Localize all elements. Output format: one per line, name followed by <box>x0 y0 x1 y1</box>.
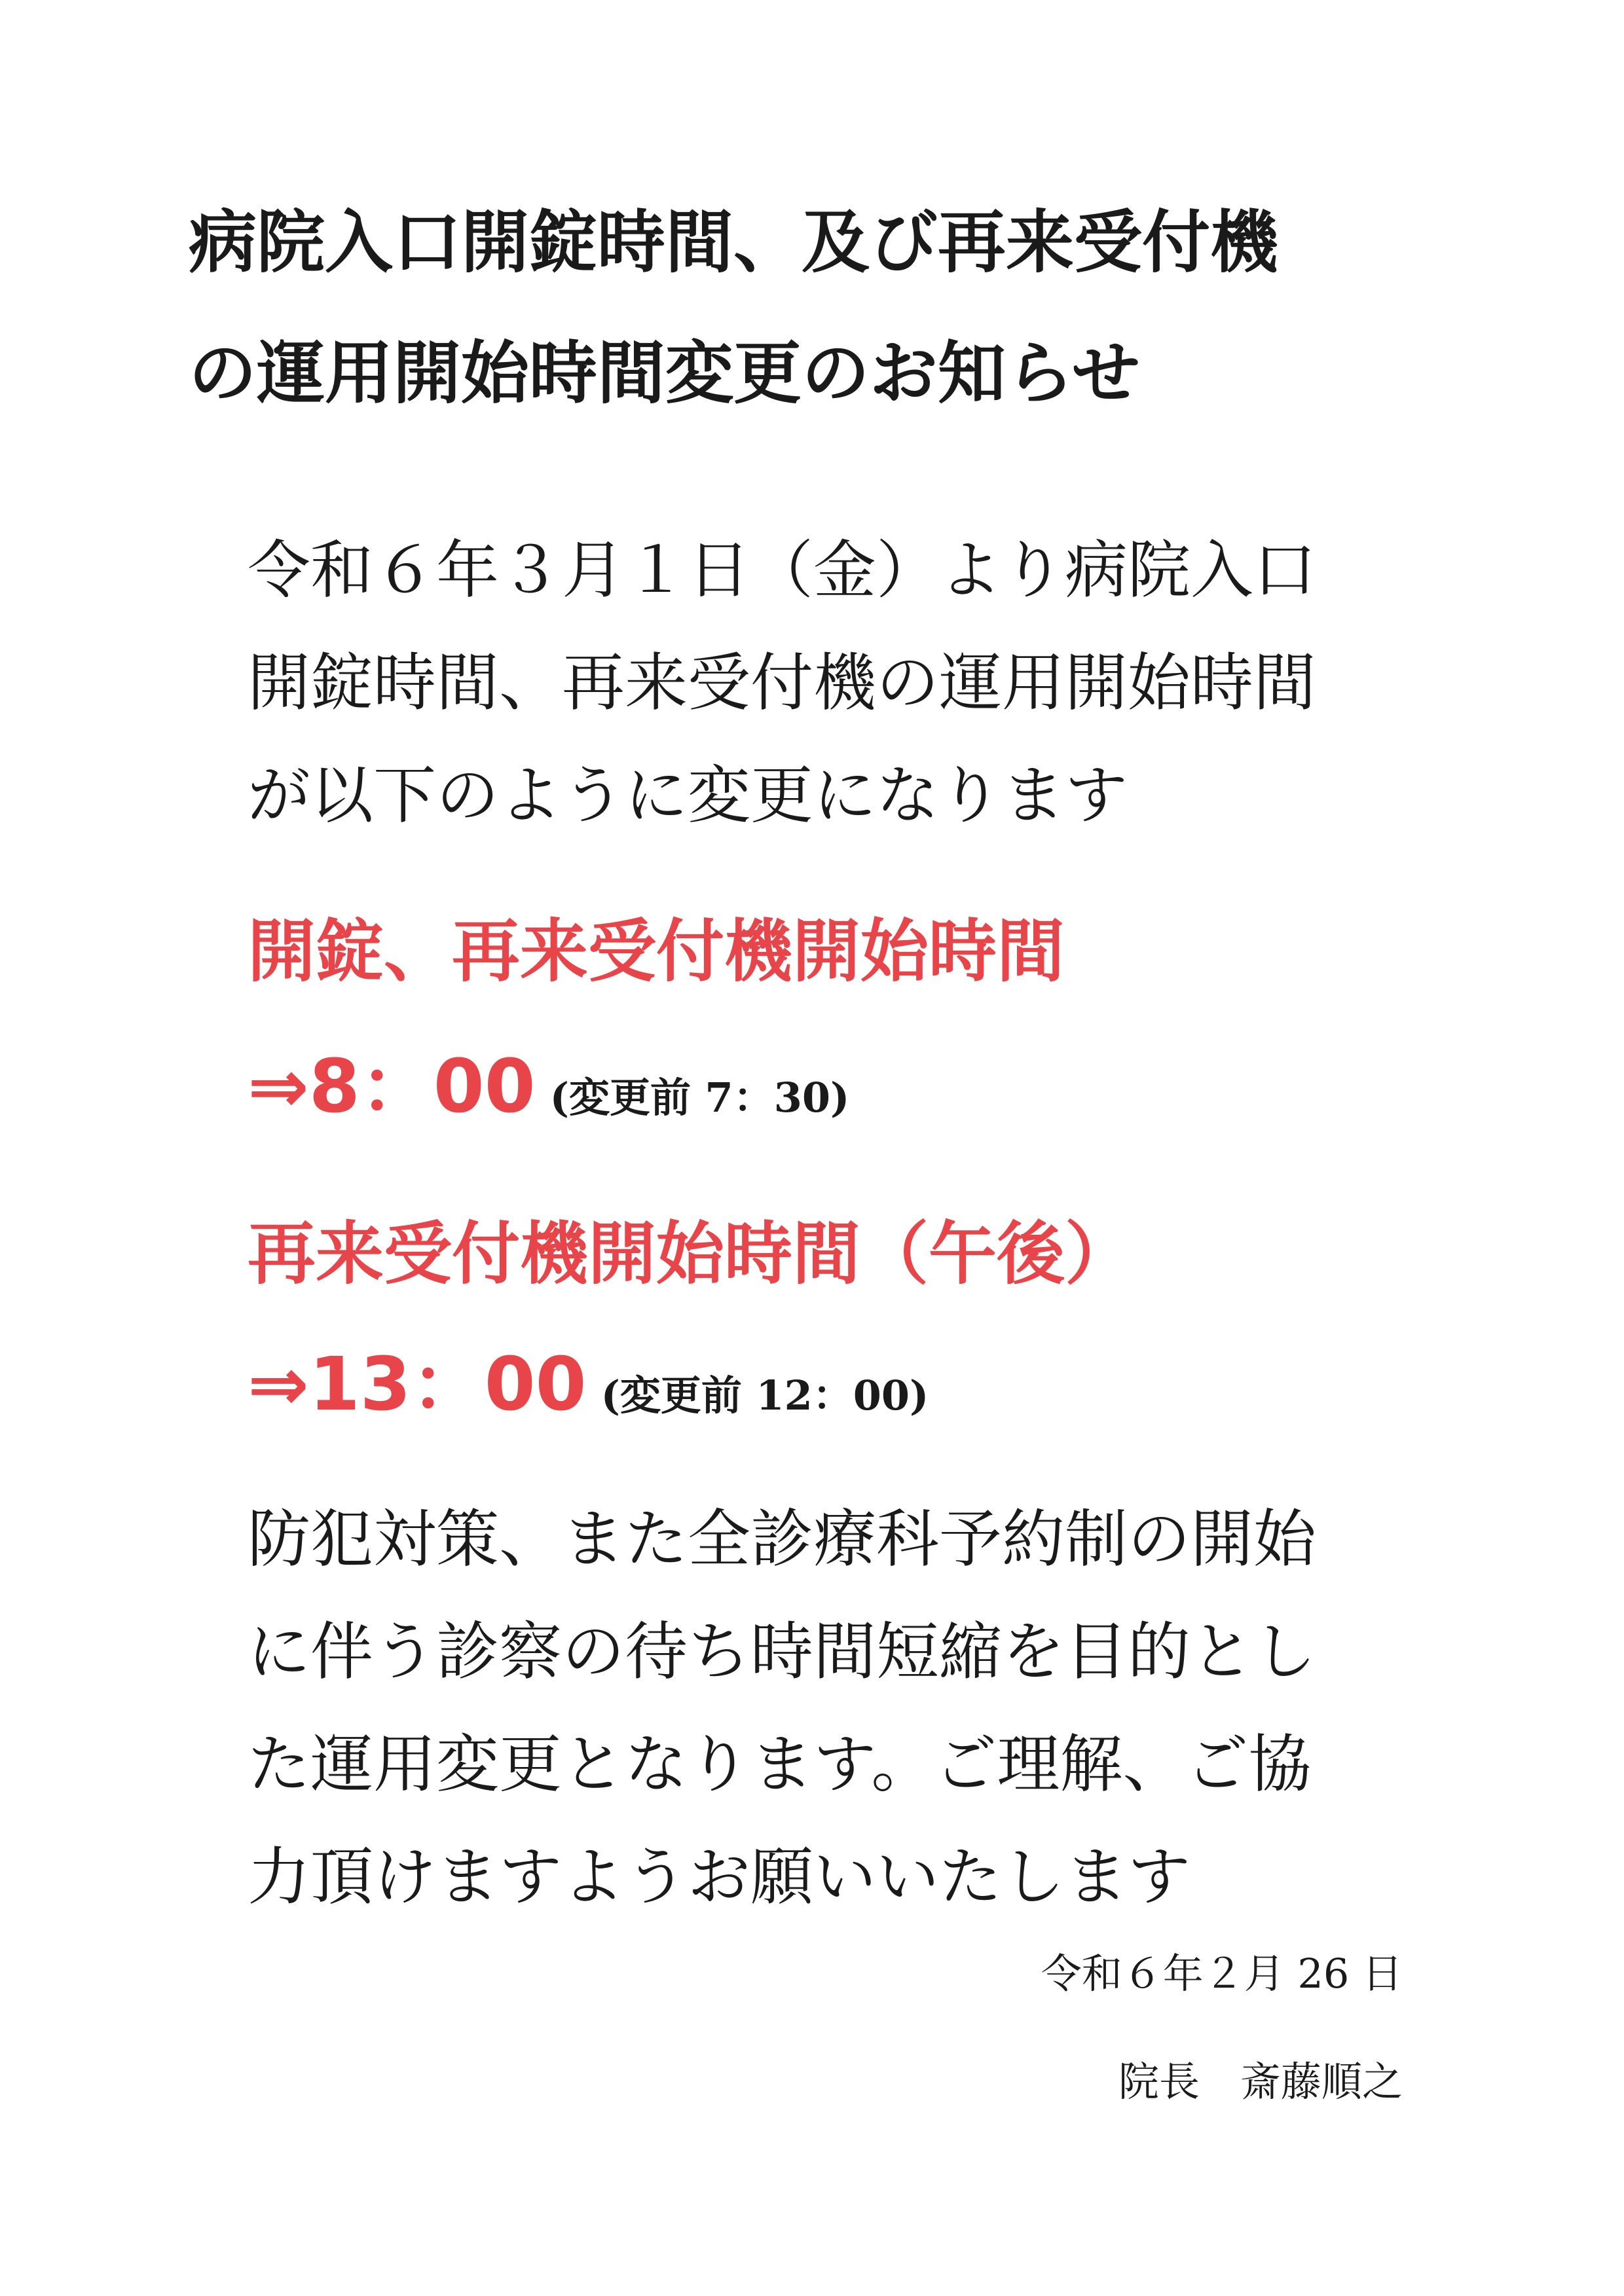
intro-paragraph <box>248 514 1413 852</box>
afternoon-time-row <box>248 1336 929 1455</box>
reason-line: 力頂けますようお願いいたします <box>248 1840 1190 1914</box>
reason-line: た運用変更となります。ご理解、ご協 <box>248 1728 1312 1801</box>
reason-paragraph <box>248 1483 1413 1933</box>
intro-line: が以下のように変更になります <box>248 759 1128 832</box>
intro-line: 令和６年３月１日（金）より病院入口 <box>248 534 1316 607</box>
notice-date: 令和６年２月 26 日 <box>1041 1950 1403 1997</box>
reason-line: に伴う診察の待ち時間短縮を目的とし <box>248 1615 1316 1688</box>
morning-new-time: ⇒8：00 <box>248 1044 536 1129</box>
intro-line: 開錠時間、再来受付機の運用開始時間 <box>248 646 1316 720</box>
director-signature: 院長 斎藤順之 <box>1118 2058 1403 2105</box>
afternoon-old-time: (変更前 12：00) <box>600 1372 929 1419</box>
reason-line: 防犯対策、また全診療科予約制の開始 <box>248 1503 1316 1576</box>
title-line-2: の運用開始時間変更のお知らせ <box>189 333 1140 413</box>
morning-old-time: (変更前 7：30) <box>549 1074 850 1121</box>
afternoon-schedule-heading: 再来受付機開始時間（午後） <box>248 1214 1134 1294</box>
notice-title <box>189 177 1485 439</box>
title-line-1: 病院入口開錠時間、及び再来受付機 <box>189 202 1279 282</box>
morning-schedule-heading: 開錠、再来受付機開始時間 <box>248 911 1065 991</box>
morning-time-row <box>248 1038 849 1157</box>
afternoon-new-time: ⇒13：00 <box>248 1342 587 1427</box>
